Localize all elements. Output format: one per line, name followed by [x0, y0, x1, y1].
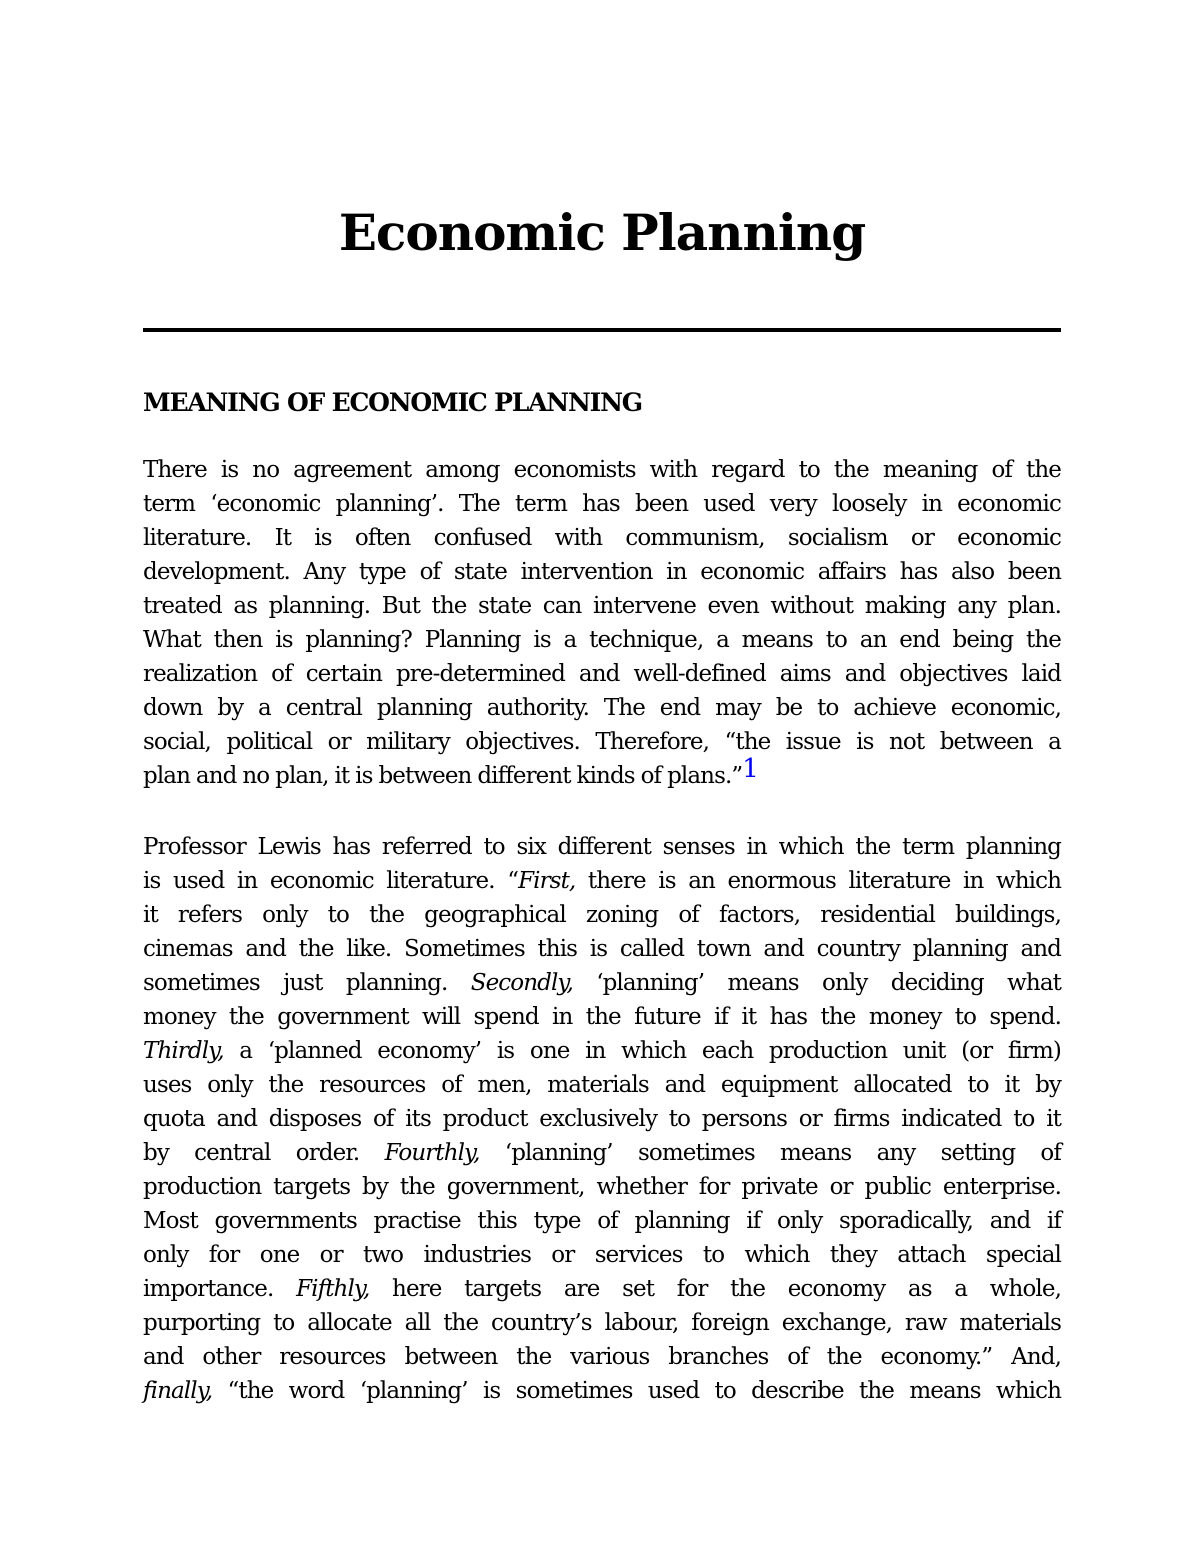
paragraph-1: [143, 453, 1061, 793]
paragraph-line: treated as planning. But the state can intervene even without making any plan.: [143, 593, 1061, 619]
horizontal-rule: [143, 328, 1061, 332]
text-run: ‘planning’ sometimes means any setting of: [479, 1140, 1061, 1166]
paragraph-line: [143, 1034, 1061, 1068]
paragraph-line: [143, 864, 1061, 898]
text-run: importance.: [143, 1276, 297, 1302]
text-run: by central order.: [143, 1140, 385, 1166]
paragraph-line: development. Any type of state intervention in economic affairs has also been: [143, 559, 1061, 585]
paragraph-line-last: [143, 754, 1061, 793]
paragraph-line: purporting to allocate all the country’s labour, foreign exchange, raw materials: [143, 1310, 1061, 1336]
italic-term: Fourthly,: [384, 1140, 480, 1166]
paragraph-line: quota and disposes of its product exclusively to persons or firms indicated to it: [143, 1106, 1061, 1132]
paragraph-2: [143, 830, 1061, 1408]
paragraph-line: literature. It is often confused with communism, socialism or economic: [143, 525, 1061, 551]
paragraph-line: [143, 1136, 1061, 1170]
paragraph-line: term ‘economic planning’. The term has been used very loosely in economic: [143, 491, 1061, 517]
paragraph-line: money the government will spend in the future if it has the money to spend.: [143, 1004, 1061, 1030]
paragraph-line: only for one or two industries or services to which they attach special: [143, 1242, 1061, 1268]
paragraph-line-text: plan and no plan, it is between different kinds of plans.”: [143, 763, 743, 789]
italic-term: finally,: [143, 1378, 213, 1404]
text-run: sometimes just planning.: [143, 970, 471, 996]
paragraph-line: realization of certain pre-determined and well-defined aims and objectives laid: [143, 661, 1061, 687]
paragraph-line: cinemas and the like. Sometimes this is called town and country planning and: [143, 936, 1061, 962]
italic-term: Secondly,: [470, 970, 573, 996]
text-run: is used in economic literature. “: [143, 868, 519, 894]
italic-term: Thirdly,: [143, 1038, 224, 1064]
paragraph-line: [143, 966, 1061, 1000]
paragraph-line: uses only the resources of men, materials and equipment allocated to it by: [143, 1072, 1061, 1098]
paragraph-line: There is no agreement among economists with regard to the meaning of the: [143, 457, 1061, 483]
text-run: a ‘planned economy’ is one in which each production unit (or firm): [223, 1038, 1061, 1064]
section-heading: MEANING OF ECONOMIC PLANNING: [143, 388, 642, 417]
paragraph-line: down by a central planning authority. The end may be to achieve economic,: [143, 695, 1061, 721]
paragraph-line: and other resources between the various branches of the economy.” And,: [143, 1344, 1061, 1370]
paragraph-line: [143, 1272, 1061, 1306]
paragraph-line: What then is planning? Planning is a technique, a means to an end being the: [143, 627, 1061, 653]
paragraph-line: [143, 1374, 1061, 1408]
italic-term: Fifthly,: [296, 1276, 370, 1302]
paragraph-line: it refers only to the geographical zoning of factors, residential buildings,: [143, 902, 1061, 928]
paragraph-line: Most governments practise this type of planning if only sporadically, and if: [143, 1208, 1061, 1234]
text-run: here targets are set for the economy as a whole,: [369, 1276, 1061, 1302]
text-run: there is an enormous literature in which: [575, 868, 1061, 894]
paragraph-line: Professor Lewis has referred to six different senses in which the term planning: [143, 834, 1061, 860]
footnote-link[interactable]: 1: [742, 754, 758, 784]
paragraph-line: production targets by the government, whether for private or public enterprise.: [143, 1174, 1061, 1200]
italic-term: First,: [518, 868, 576, 894]
page-title: Economic Planning: [338, 203, 866, 262]
paragraph-line: social, political or military objectives. Therefore, “the issue is not between a: [143, 729, 1061, 755]
text-run: “the word ‘planning’ is sometimes used to describe the means which: [212, 1378, 1061, 1404]
text-run: ‘planning’ means only deciding what: [572, 970, 1061, 996]
